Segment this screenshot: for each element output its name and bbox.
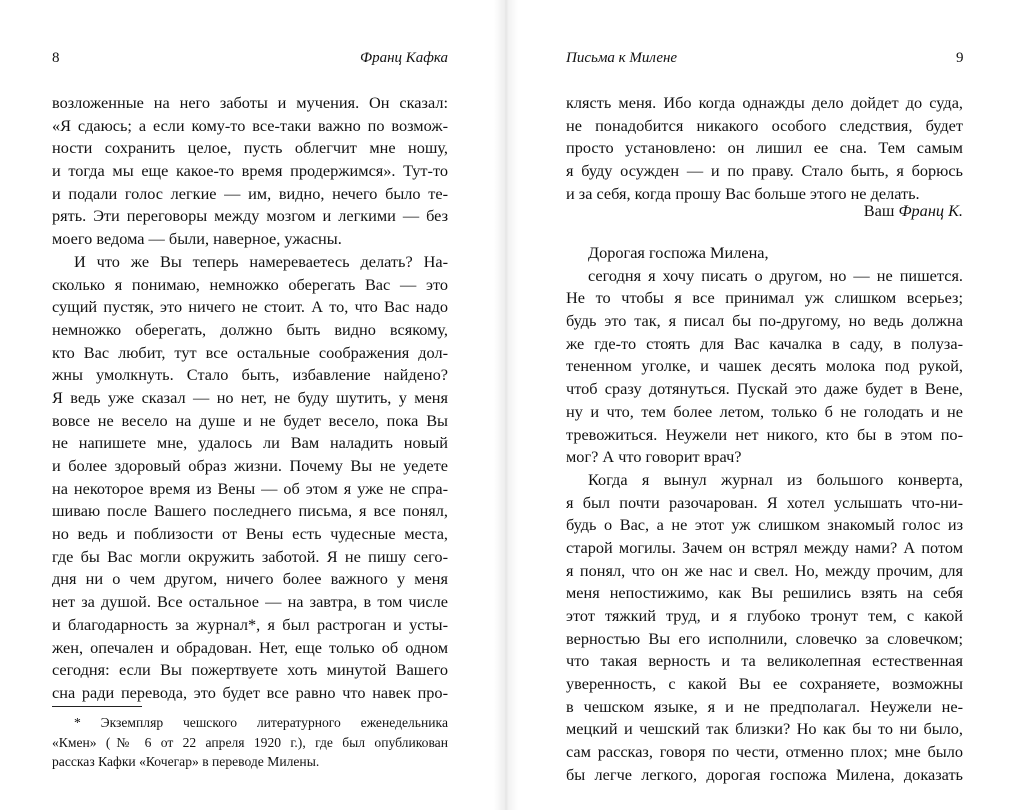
footnote-line: * Экземпляр чешского литературного еженедельника	[74, 715, 448, 730]
text-line: вовсе не весело на душе и не будет весело, пока Вы	[52, 410, 448, 430]
text-line: мог? А что говорит врач?	[566, 447, 742, 467]
letter-signature	[566, 200, 963, 223]
text-line: бы легче легкого, дорогая госпожа Милена, доказать	[566, 764, 963, 784]
text-line: будь о Вас, а не этот уж слишком знакомый голос из	[566, 515, 963, 535]
right-page-new-letter	[566, 242, 963, 787]
text-line: не напишете мне, удалось ли Вам наладить новый	[52, 433, 448, 453]
running-head-author: Франц Кафка	[360, 50, 449, 66]
text-line: сколько я понимаю, немножко оберегать Вас — это	[52, 274, 448, 294]
text-line: просто установлено: он лишил ее сна. Тем самым	[566, 138, 963, 158]
text-line: на некоторое время из Вены — об этом я уже не спра-	[52, 478, 448, 498]
text-line: в чешском языке, я и не предполагал. Неужели не-	[566, 696, 963, 716]
text-line: немножко оберегать, должно быть видно всякому,	[52, 319, 448, 339]
text-line: и тогда мы еще какое-то время продержимся». Тут-то	[52, 161, 448, 181]
text-line: тревожиться. Неужели нет никого, кто бы в этом по-	[566, 424, 963, 444]
text-line: не понадобится никакого особого следствия, будет	[566, 115, 963, 135]
right-page-letter-ending	[566, 92, 963, 205]
footnote-line: «Кмен» (№ 6 от 22 апреля 1920 г.), где был опубликован	[52, 734, 448, 750]
text-line: и за себя, когда прошу Вас больше этого не делать.	[566, 183, 920, 203]
text-line: будь это так, я писал бы по-другому, но ведь должна	[566, 311, 963, 331]
text-line: я был почти разочарован. Я хотел услышать что-ни-	[566, 492, 963, 512]
text-line: и более здоровый образ жизни. Почему Вы не уедете	[52, 456, 448, 475]
text-line: жен, опечален и обрадован. Нет, еще только об одном	[52, 637, 448, 657]
text-line: рять. Эти переговоры между мозгом и легкими — без	[52, 206, 448, 226]
left-page	[0, 0, 506, 810]
text-line: где бы Вас могли окружить заботой. Я не пишу сего-	[52, 546, 448, 566]
page-number-right: 9	[956, 50, 964, 66]
text-line: Когда я вынул журнал из большого конверта,	[588, 469, 963, 489]
running-head-title: Письма к Милене	[566, 50, 678, 66]
text-line: шиваю после Вашего последнего письма, я все понял,	[52, 501, 448, 521]
signature-prefix: Ваш	[863, 201, 899, 220]
text-line: нет за душой. Все остальное — на завтра, в том числе	[52, 592, 448, 612]
text-line: я понял, что он же нас и свел. Но, между прочим, для	[566, 560, 963, 580]
text-line: же где-то стоять для Вас качалка в саду, в полуза-	[566, 333, 963, 353]
text-line: сегодня: если Вы пожертвуете хоть минутой Вашего	[52, 660, 448, 680]
text-line: ну и что, тем более летом, только б не голодать и не	[566, 401, 963, 421]
text-line: мецкий и чешский так близки? Но как бы то ни было,	[566, 719, 963, 739]
text-line: чтоб сразу дотянуться. Пускай это даже будет в Вене,	[566, 379, 963, 399]
text-line: и подали голос легкие — им, видно, нечего было те-	[52, 183, 448, 203]
text-line: верностью Вы его исполнили, словечко за словечком;	[566, 628, 963, 648]
text-line: и благодарность за журнал*, я был растроган и усты-	[52, 614, 448, 634]
text-line: сам рассказ, говоря по чести, отменно плох; мне было	[566, 742, 963, 762]
book-gutter-shadow	[494, 0, 518, 810]
text-line: «Я сдаюсь; а если кому-то все-таки важно по возмож-	[52, 115, 448, 135]
signature-name: Франц К.	[898, 201, 963, 220]
page-number-left: 8	[52, 50, 60, 66]
text-line: возложенные на него заботы и мучения. Он сказал:	[52, 93, 448, 112]
text-line: дня ни о чем другом, ничего более важного у меня	[52, 569, 448, 589]
right-page	[506, 0, 1024, 810]
text-line: Дорогая госпожа Милена,	[588, 243, 769, 262]
left-page-body-text	[52, 92, 448, 705]
text-line: но ведь и поблизости от Вены есть чудесные места,	[52, 524, 448, 544]
text-line: Не то чтобы я все принимал уж слишком всерьез;	[566, 288, 963, 308]
text-line: тененном уголке, и чашек десять молока под рукой,	[566, 356, 963, 376]
footnote-line: рассказ Кафки «Кочегар» в переводе Милены.	[52, 754, 320, 769]
text-line: Я ведь уже сказал — но нет, не буду шутить, у меня	[52, 387, 448, 407]
text-line: сегодня я хочу писать о другом, но — не пишется.	[588, 265, 963, 285]
text-line: жны умолкнуть. Стало быть, избавление найдено?	[52, 365, 448, 385]
text-line: я буду осужден — и по праву. Стало быть, я борюсь	[566, 161, 963, 181]
text-line: кто Вас любит, тут все остальные соображения дол-	[52, 342, 448, 362]
footnote-divider	[52, 706, 142, 707]
text-line: старой могилы. Зачем он встрял между нами? А потом	[566, 537, 963, 557]
text-line: меня непостижимо, как Вы решились взять на себя	[566, 583, 963, 603]
text-line: сущий пустяк, это ничего не стоит. А то, что Вас надо	[52, 297, 448, 317]
text-line: клясть меня. Ибо когда однажды дело дойдет до суда,	[566, 93, 963, 112]
text-line: этот тяжкий труд, и я глубоко тронут тем, с какой	[566, 606, 963, 625]
text-line: сна ради перевода, это будет все равно что навек про-	[52, 682, 448, 702]
text-line: моего ведома — были, наверное, ужасны.	[52, 229, 342, 249]
text-line: И что же Вы теперь намереваетесь делать? На-	[74, 251, 448, 271]
footnote	[52, 713, 448, 772]
text-line: что такая верность и та великолепная естественная	[566, 651, 963, 671]
text-line: ности сохранить целое, пусть облегчит мне ношу,	[52, 138, 448, 158]
text-line: уверенность, с какой Вы ее сохраняете, возможны	[566, 674, 963, 694]
